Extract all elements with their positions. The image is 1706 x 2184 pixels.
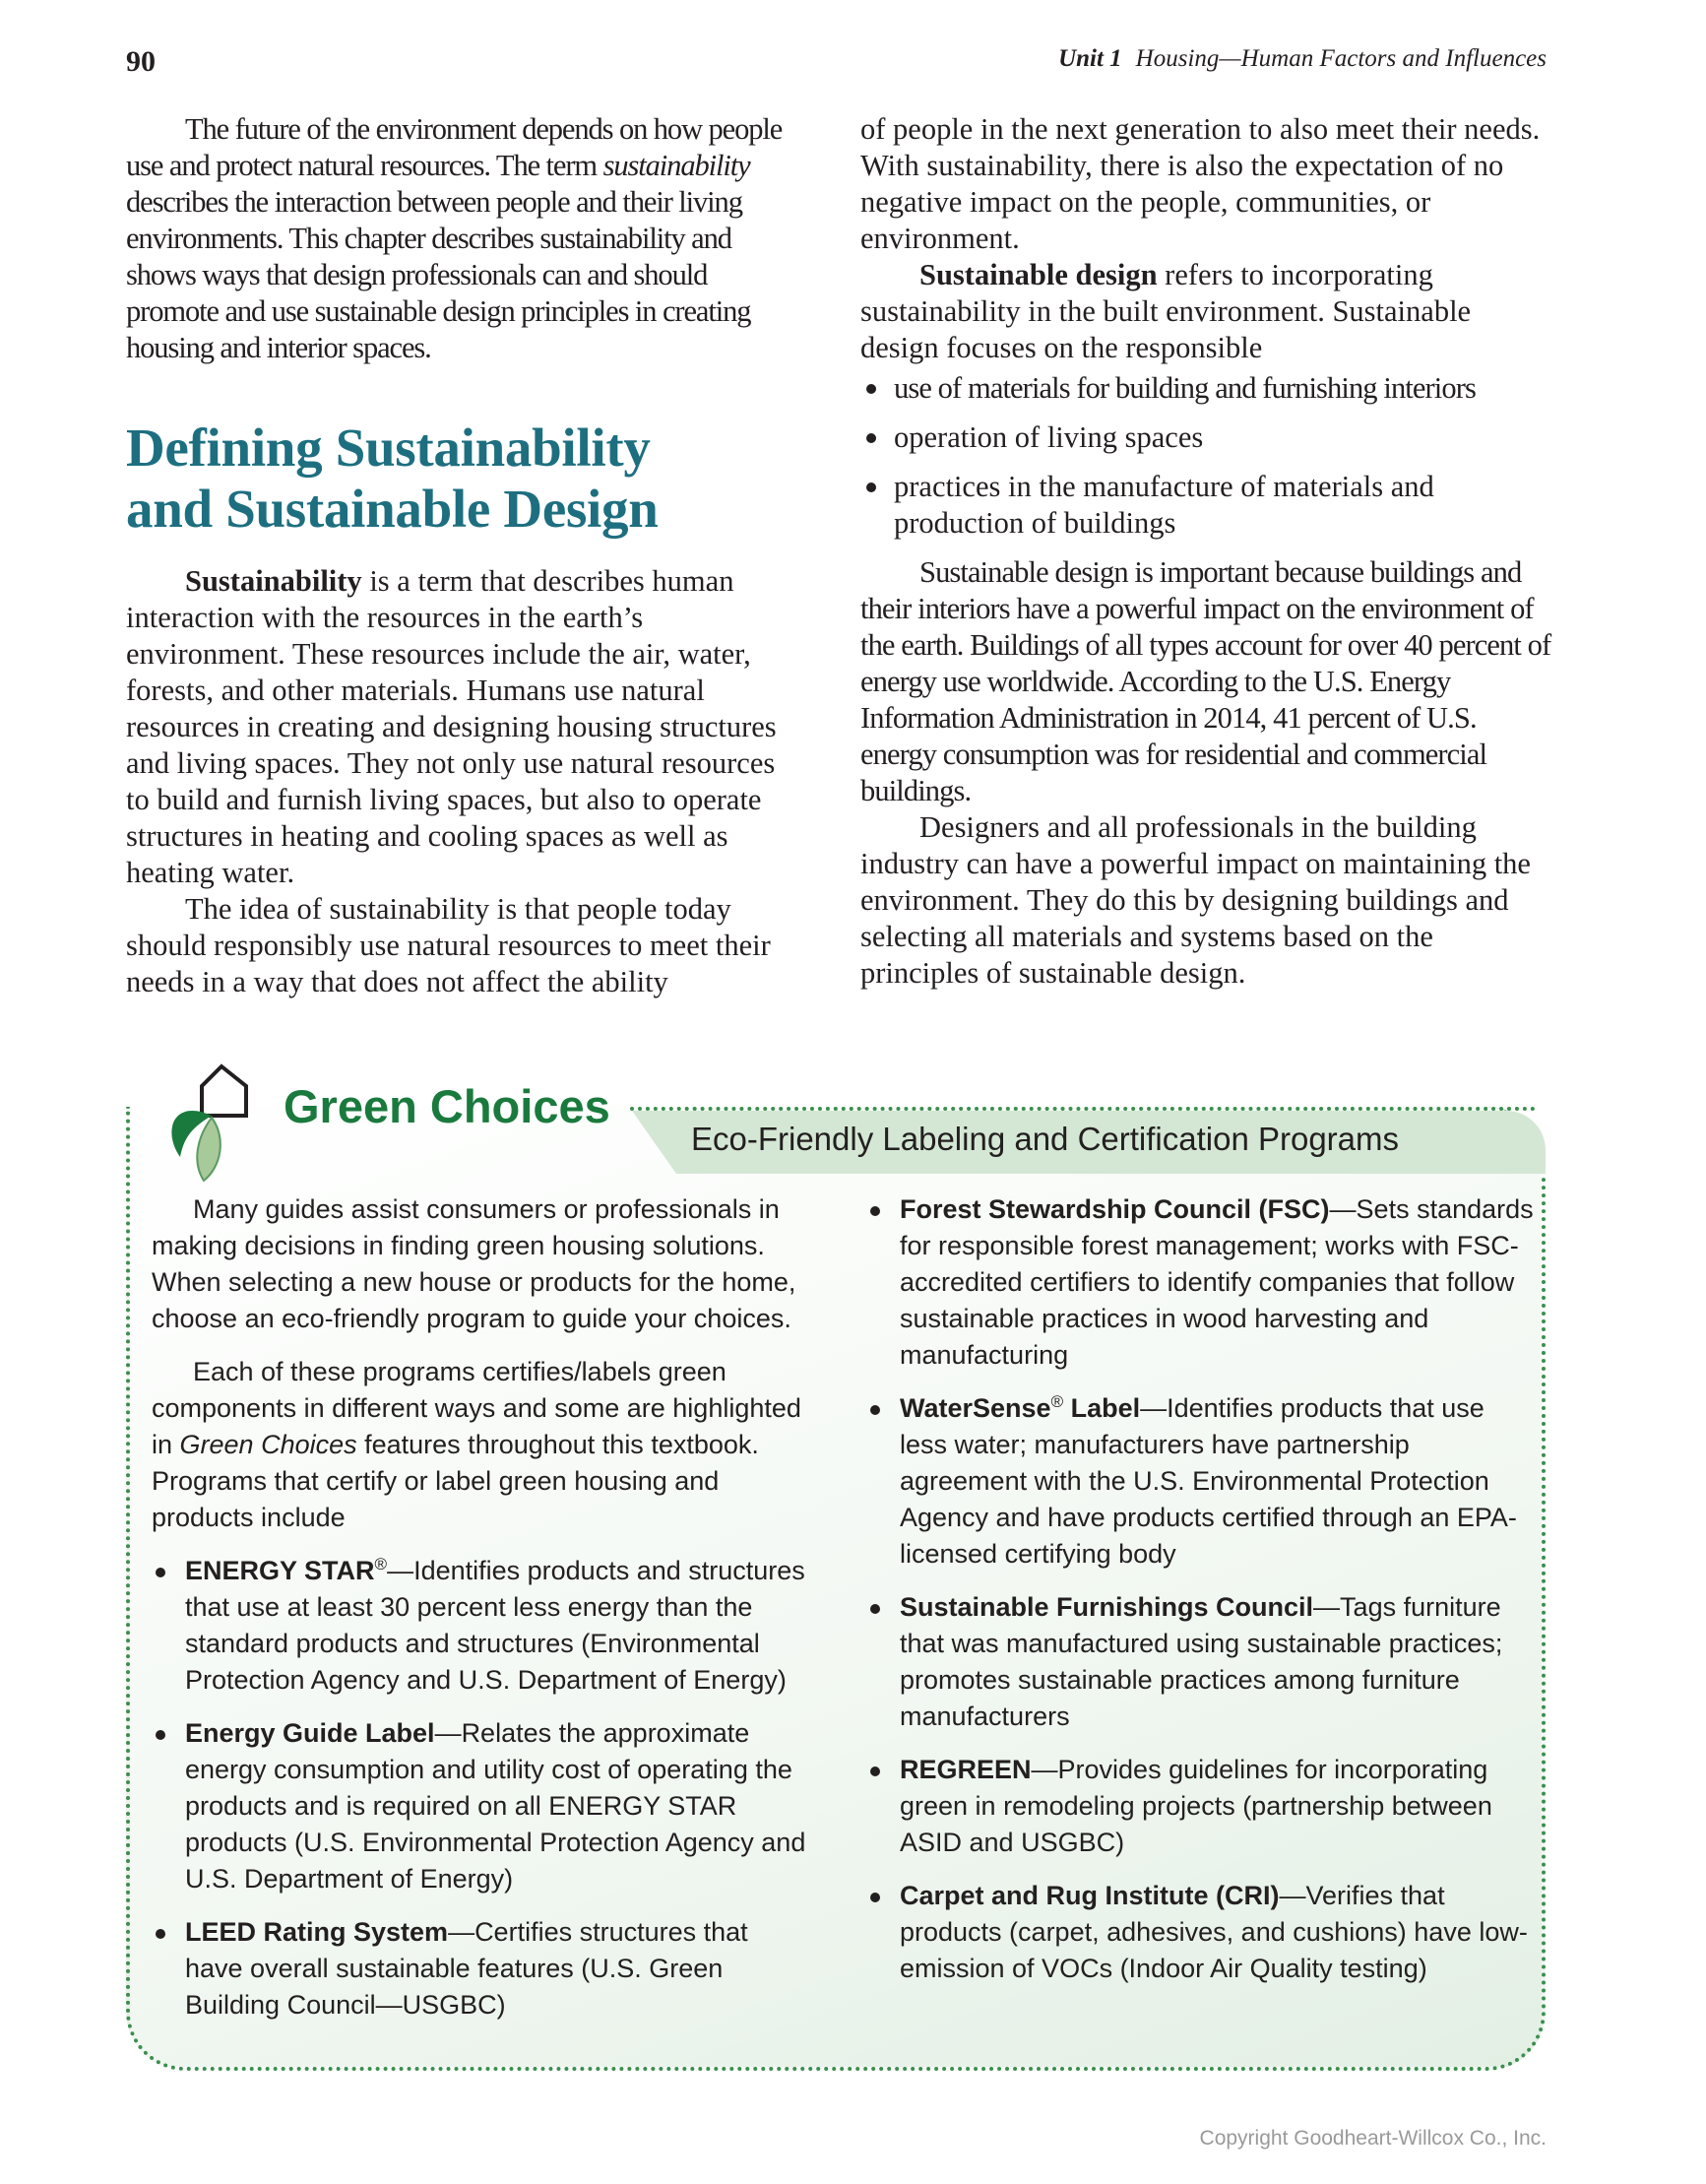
running-head — [1058, 45, 1547, 73]
program-description: —Verifies that products (carpet, adhesives, and cushions) have low-emission of VOCs (Indoor Air Quality testing) — [900, 1881, 1528, 1983]
intro-term: sustainability — [602, 149, 750, 182]
program-item — [152, 1914, 811, 2023]
sustainability-text: is a term that describes human interaction with the resources in the earth’s environment. These resources include the air, water, forests, and other materials. Humans use natural resources in creating and designing housing structures and living spaces. They not only use natural resources to build and furnish living spaces, but also to operate structures in heating and cooling spaces as well as heating water. — [126, 564, 777, 889]
house-leaf-icon — [153, 1059, 281, 1187]
program-list-right — [866, 1191, 1536, 1987]
copyright-notice: Copyright Goodheart-Willcox Co., Inc. — [1199, 2127, 1547, 2150]
program-item — [866, 1878, 1536, 1987]
intro-text-1: The future of the environment depends on how people use and protect natural resources. The term — [126, 112, 783, 182]
continuation-paragraph: of people in the next generation to also meet their needs. With sustainability, there is also the expectation of no negative impact on the people, communities, or environment. — [860, 112, 1541, 255]
list-item: practices in the manufacture of materials and production of buildings — [860, 469, 1551, 542]
idea-paragraph: The idea of sustainability is that people today should responsibly use natural resources to meet their needs in a way that does not affect the ability — [126, 892, 771, 998]
program-description: —Provides guidelines for incorporating green in remodeling projects (partnership between ASID and USGBC) — [900, 1755, 1492, 1857]
heading-line-2: and Sustainable Design — [126, 479, 659, 539]
programs-text-1: Each of these programs certifies/labels green components in different ways and some are highlighted in — [152, 1357, 801, 1459]
box-top-border — [630, 1107, 1536, 1111]
program-name-suffix: Label — [1063, 1393, 1141, 1423]
registered-mark: ® — [374, 1555, 388, 1574]
program-name: Energy Guide Label — [185, 1718, 435, 1748]
green-choices-title: Green Choices — [284, 1080, 610, 1132]
designers-paragraph: Designers and all professionals in the building industry can have a powerful impact on maintaining the environment. They do this by designing buildings and selecting all materials and systems based on the principles of sustainable design. — [860, 810, 1531, 990]
list-item: use of materials for building and furnishing interiors — [860, 370, 1551, 407]
program-name: WaterSense — [900, 1393, 1051, 1423]
programs-text-2: features throughout this textbook. Programs that certify or label green housing and products include — [152, 1430, 759, 1532]
program-description: —Tags furniture that was manufactured using sustainable practices; promotes sustainable practices among furniture manufacturers — [900, 1592, 1503, 1731]
page-number: 90 — [126, 45, 156, 78]
intro-paragraph — [126, 111, 803, 366]
program-description: —Identifies products and structures that use at least 30 percent less energy than the standard products and structures (Environmental Protection Agency and U.S. Department of Energy) — [185, 1556, 805, 1695]
program-description: —Sets standards for responsible forest management; works with FSC-accredited certifiers to identify companies that follow sustainable practices in wood harvesting and manufacturing — [900, 1194, 1534, 1370]
intro-text-2: describes the interaction between people and their living environments. This chapter describes sustainability and shows ways that design professionals can and should promote and use sustainable design principles in creating housing and interior spaces. — [126, 185, 751, 364]
program-name: REGREEN — [900, 1755, 1032, 1784]
program-name: Sustainable Furnishings Council — [900, 1592, 1314, 1622]
program-item — [866, 1589, 1536, 1735]
program-description: —Certifies structures that have overall sustainable features (U.S. Green Building Council—USGBC) — [185, 1917, 748, 2020]
guides-paragraph: Many guides assist consumers or professionals in making decisions in finding green housing solutions. When selecting a new house or products for the home, choose an eco-friendly program to guide your choices. — [152, 1194, 796, 1333]
program-list-left — [152, 1553, 811, 2023]
unit-title: Housing—Human Factors and Influences — [1135, 45, 1547, 72]
green-choices-reference: Green Choices — [179, 1430, 357, 1459]
importance-paragraph: Sustainable design is important because buildings and their interiors have a powerful impact on the environment of the earth. Buildings of all types account for over 40 percent of energy use worldwide. According to the U.S. Energy Information Administration in 2014, 41 percent of U.S. energy consumption was for residential and commercial buildings. — [860, 555, 1551, 807]
left-column — [126, 111, 803, 1000]
program-item — [866, 1191, 1536, 1374]
sustainable-design-term: Sustainable design — [919, 258, 1158, 291]
section-heading — [126, 418, 803, 540]
registered-mark: ® — [1050, 1392, 1064, 1411]
program-description: —Relates the approximate energy consumption and utility cost of operating the products and is required on all ENERGY STAR products (U.S. Environmental Protection Agency and U.S. Department of Energy) — [185, 1718, 806, 1894]
program-item — [866, 1390, 1536, 1573]
program-name: ENERGY STAR — [185, 1556, 375, 1585]
sustainable-design-text: refers to incorporating sustainability in the built environment. Sustainable design focuses on the responsible — [860, 258, 1472, 364]
program-name: LEED Rating System — [185, 1917, 449, 1947]
sustainable-design-paragraph — [860, 257, 1551, 366]
program-name: Carpet and Rug Institute (CRI) — [900, 1881, 1280, 1910]
sustainability-paragraph — [126, 563, 803, 891]
program-description: —Identifies products that use less water; manufacturers have partnership agreement with the U.S. Environmental Protection Agency and have products certified through an EPA-licensed certifying body — [900, 1393, 1517, 1569]
green-box-right-column — [866, 1191, 1536, 2004]
sustainability-term: Sustainability — [185, 564, 362, 598]
green-box-left-column — [152, 1191, 811, 2040]
list-item: operation of living spaces — [860, 419, 1551, 456]
program-name: Forest Stewardship Council (FSC) — [900, 1194, 1330, 1224]
design-focus-list — [860, 370, 1551, 542]
program-item — [866, 1752, 1536, 1861]
green-choices-subtitle: Eco-Friendly Labeling and Certification Programs — [691, 1121, 1400, 1157]
unit-label: Unit 1 — [1058, 45, 1122, 72]
program-item — [152, 1553, 811, 1699]
right-column — [860, 111, 1551, 992]
programs-paragraph — [152, 1354, 811, 1536]
heading-line-1: Defining Sustainability — [126, 418, 651, 478]
program-item — [152, 1715, 811, 1897]
